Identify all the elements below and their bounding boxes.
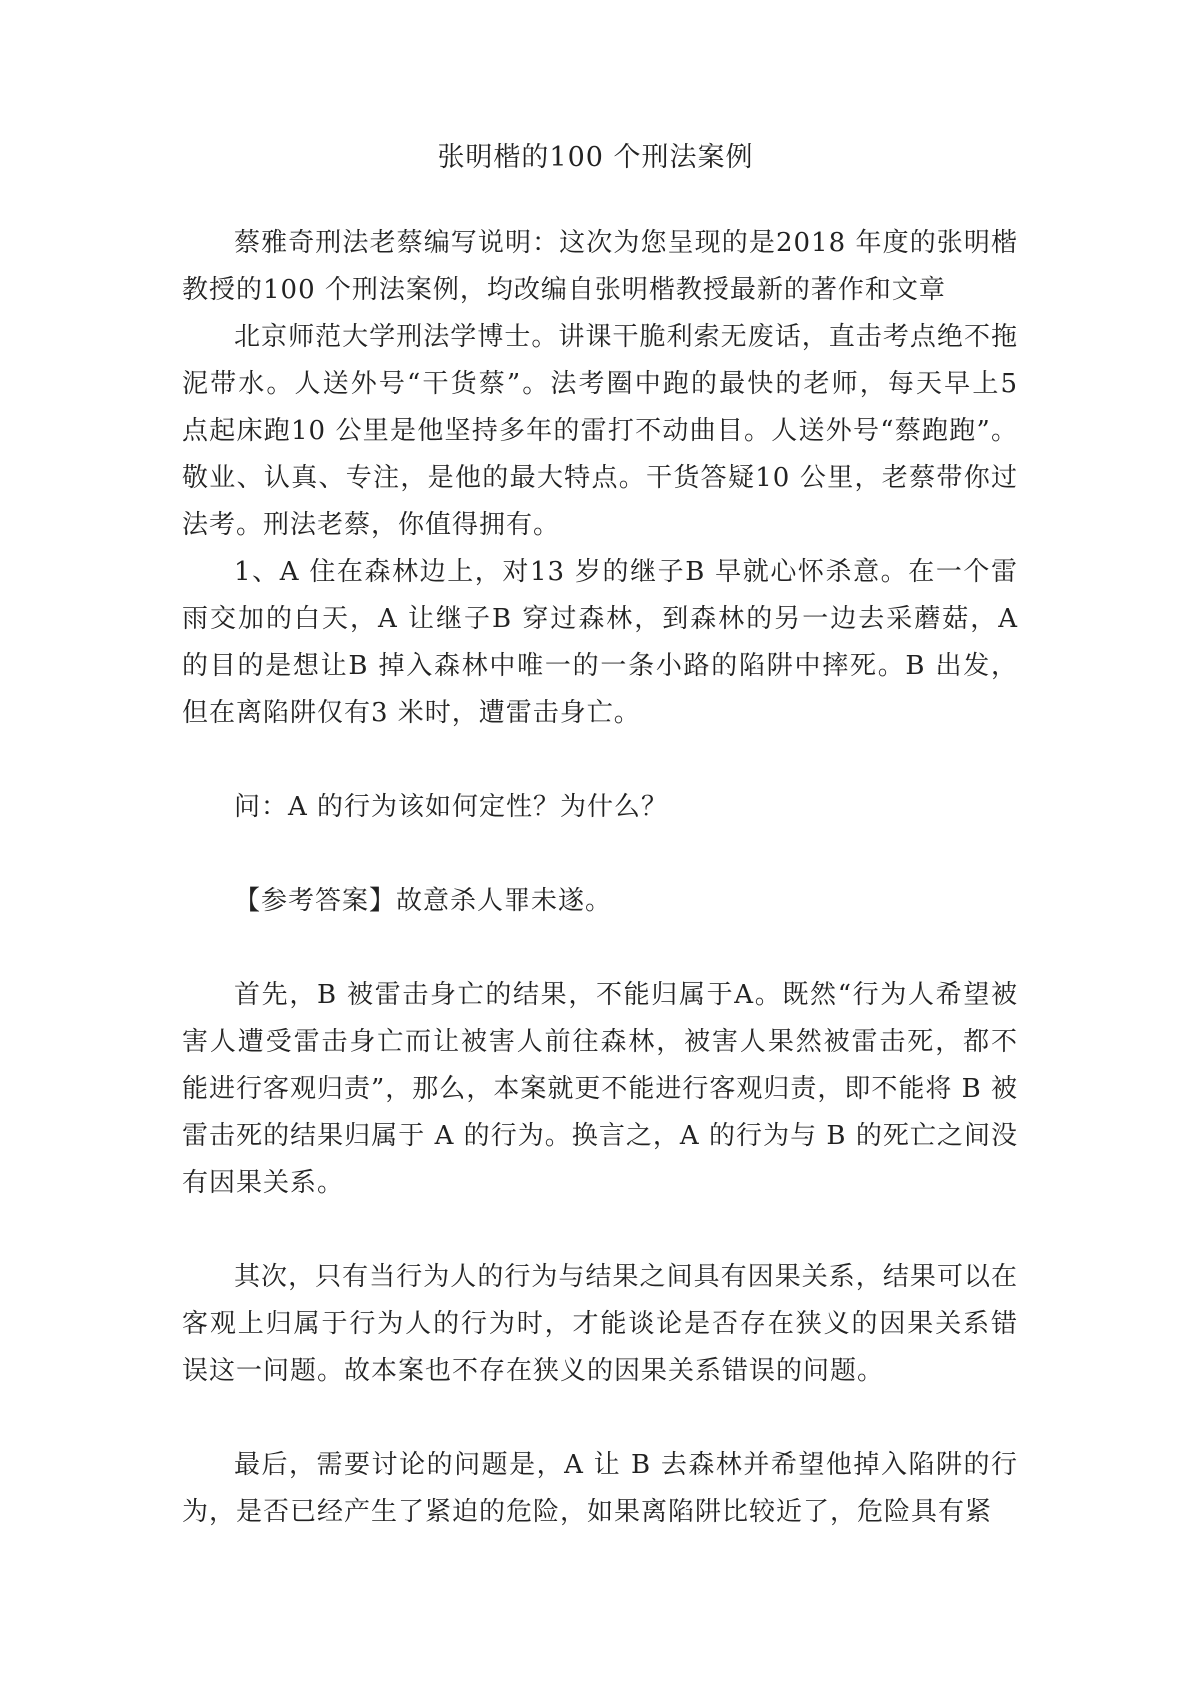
paragraph-spacer [182,1395,1018,1442]
intro-paragraph: 蔡雅奇刑法老蔡编写说明：这次为您呈现的是2018 年度的张明楷教授的100 个刑法案例，均改编自张明楷教授最新的著作和文章 [182,228,1018,305]
paragraph-spacer [182,737,1018,784]
analysis-first-paragraph: 首先，B 被雷击身亡的结果，不能归属于A。既然“行为人希望被害人遭受雷击身亡而让被害人前往森林，被害人果然被雷击死，都不能进行客观归责”，那么，本案就更不能进行客观归责，即不能将 B 被雷击死的结果归属于 A 的行为。换言之，A 的行为与 B 的死亡之间没有因果关系。 [182,980,1018,1198]
case-1-paragraph: 1、A 住在森林边上，对13 岁的继子B 早就心怀杀意。在一个雷雨交加的白天，A 让继子B 穿过森林，到森林的另一边去采蘑菇，A 的目的是想让B 掉入森林中唯一的一条小路的陷阱中摔死。B 出发，但在离陷阱仅有3 米时，遭雷击身亡。 [182,557,1018,728]
question-paragraph: 问：A 的行为该如何定性？为什么？ [234,792,669,822]
author-bio-paragraph: 北京师范大学刑法学博士。讲课干脆利索无废话，直击考点绝不拖泥带水。人送外号“干货蔡”。法考圈中跑的最快的老师，每天早上5 点起床跑10 公里是他坚持多年的雷打不动曲目。人送外号“蔡跑跑”。敬业、认真、专注，是他的最大特点。干货答疑10 公里，老蔡带你过法考。刑法老蔡，你值得拥有。 [182,322,1018,540]
reference-answer-paragraph: 【参考答案】故意杀人罪未遂。 [234,886,613,916]
analysis-last-paragraph: 最后，需要讨论的问题是，A 让 B 去森林并希望他掉入陷阱的行为，是否已经产生了紧迫的危险，如果离陷阱比较近了，危险具有紧 [182,1450,1018,1527]
analysis-second-paragraph: 其次，只有当行为人的行为与结果之间具有因果关系，结果可以在客观上归属于行为人的行为时，才能谈论是否存在狭义的因果关系错误这一问题。故本案也不存在狭义的因果关系错误的问题。 [182,1262,1018,1386]
paragraph-spacer [182,925,1018,972]
paragraph-spacer [182,1207,1018,1254]
document-body [182,220,1018,1536]
document-title: 张明楷的100 个刑法案例 [437,142,754,173]
paragraph-spacer [182,831,1018,878]
